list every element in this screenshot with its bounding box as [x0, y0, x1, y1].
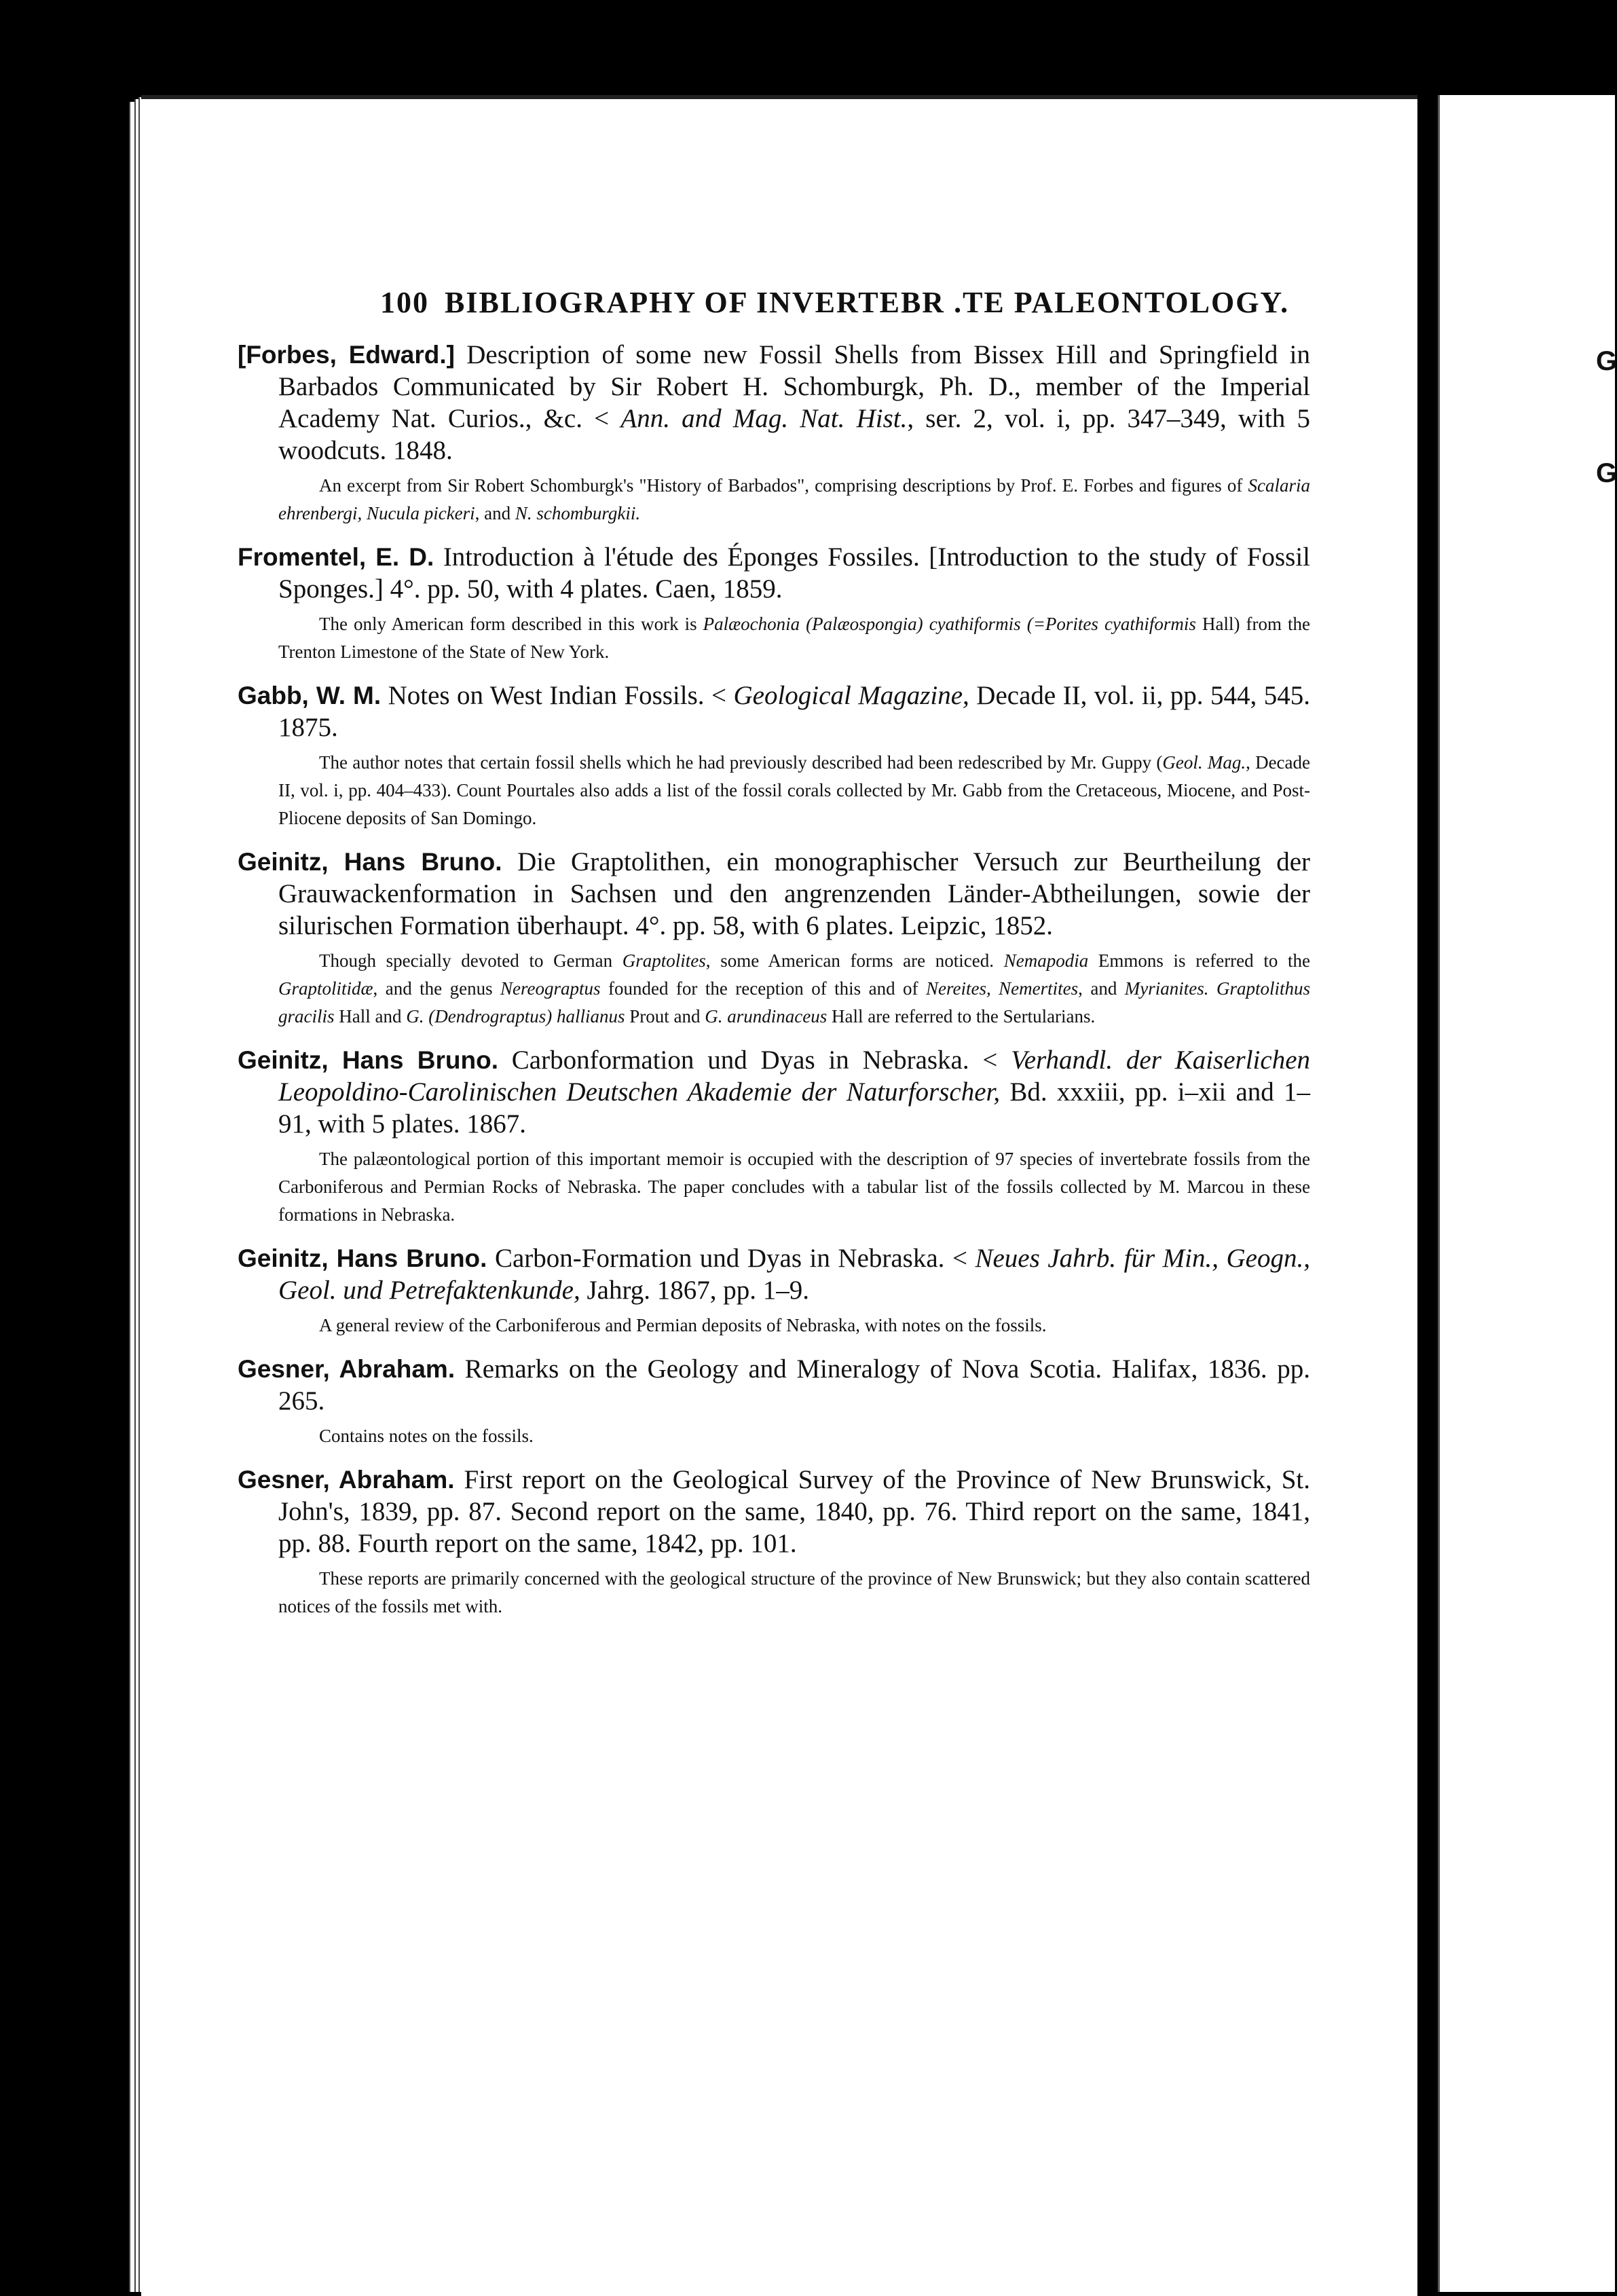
entry-note	[238, 610, 1310, 666]
note-text: These reports are primarily concerned with the geological structure of the province of New Brunswick; but they also contain scattered notices of the fossils met with.	[278, 1568, 1310, 1616]
note-text: A general review of the Carboniferous and Permian deposits of Nebraska, with notes on the fossils.	[319, 1315, 1047, 1335]
facing-page-edge	[1438, 95, 1615, 2292]
page-number: 100	[380, 286, 429, 319]
entry-citation	[238, 541, 1310, 605]
note-text: Emmons is referred to the	[1088, 950, 1310, 971]
running-head	[380, 285, 1310, 320]
note-text: Prout and	[625, 1006, 705, 1026]
entry-citation	[238, 680, 1310, 743]
note-italic: Scalaria ehrenbergi, Nucula pickeri	[278, 475, 1310, 523]
entry-citation	[238, 1044, 1310, 1140]
note-text: Contains notes on the fossils.	[319, 1426, 534, 1446]
facing-page-letter: G	[1596, 458, 1617, 488]
entry-author: Geinitz, Hans Bruno.	[238, 1244, 487, 1272]
note-text: Hall are referred to the Sertularians.	[827, 1006, 1096, 1026]
note-text: founded for the reception of this and of	[600, 978, 926, 999]
page-content	[238, 285, 1310, 1634]
citation-journal: Verhandl. der Kaiserlichen Leopoldino-Carolinischen Deutschen Akademie der Naturforscher,	[278, 1045, 1311, 1107]
entry-note	[238, 1312, 1310, 1339]
entry-author: Fromentel, E. D.	[238, 543, 434, 571]
entry-author: Gabb, W. M.	[238, 682, 382, 709]
note-text: , and	[475, 503, 515, 523]
note-italic: Geol. Mag.	[1162, 752, 1246, 773]
note-italic: Nereograptus	[500, 978, 601, 999]
entry-author: [Forbes, Edward.]	[238, 341, 455, 369]
note-italic: Graptolites	[622, 950, 706, 971]
note-italic: Palæochonia (Palæospongia) cyathiformis (=Porites cyathiformis	[703, 614, 1196, 634]
citation-journal: Neues Jahrb. für Min., Geogn., Geol. und Petrefaktenkunde,	[278, 1244, 1310, 1305]
entry-author: Gesner, Abraham.	[238, 1466, 455, 1494]
bibliography-entry	[238, 1353, 1310, 1450]
note-text: The palæontological portion of this important memoir is occupied with the description of 97 species of invertebrate fossils from the Carboniferous and Permian Rocks of Nebraska. The paper concludes with a tabular list of the fossils collected by M. Marcou in these formations in Nebraska.	[278, 1149, 1310, 1225]
citation-text: Jahrg. 1867, pp. 1–9.	[580, 1276, 810, 1305]
entry-note	[238, 1565, 1310, 1621]
entry-author: Geinitz, Hans Bruno.	[238, 1046, 498, 1074]
note-italic: Nereites, Nemertites	[925, 978, 1079, 999]
citation-text: First report on the Geological Survey of the Province of New Brunswick, St. John's, 1839, pp. 87. Second report on the same, 1840, pp. 76. Third report on the same, 1841, pp. 88. Fourth report on the same, 1842, pp. 101.	[278, 1465, 1310, 1558]
entry-note	[238, 947, 1310, 1031]
citation-text: Description of some new Fossil Shells from Bissex Hill and Springfield in Barbados Communicated by Sir Robert H. Schomburgk, Ph. D., member of the Imperial Academy Nat. Curios., &c. <	[278, 340, 1310, 433]
entry-citation	[238, 846, 1310, 942]
note-text: Though specially devoted to German	[319, 950, 622, 971]
note-italic: G. arundinaceus	[705, 1006, 828, 1026]
bibliography-entry	[238, 541, 1310, 666]
note-italic: Nemapodia	[1003, 950, 1089, 971]
citation-journal: Ann. and Mag. Nat. Hist.	[620, 404, 908, 433]
citation-text: Remarks on the Geology and Mineralogy of Nova Scotia. Halifax, 1836. pp. 265.	[278, 1354, 1310, 1415]
citation-text: Decade II, vol. ii, pp. 544, 545. 1875.	[278, 681, 1310, 742]
note-text: The only American form described in this work is	[319, 614, 703, 634]
entry-note	[238, 1145, 1310, 1229]
entry-author: Gesner, Abraham.	[238, 1355, 456, 1383]
citation-text: Notes on West Indian Fossils. <	[381, 681, 734, 710]
bibliography-entry	[238, 1044, 1310, 1229]
note-text: Hall) from the Trenton Limestone of the State of New York.	[278, 614, 1310, 662]
note-text: The author notes that certain fossil shells which he had previously described had been redescribed by Mr. Guppy (	[319, 752, 1163, 773]
note-italic: G. (Dendrograptus) hallianus	[406, 1006, 625, 1026]
citation-text: Die Graptolithen, ein monographischer Versuch zur Beurtheilung der Grauwackenformation in Sachsen und den angrenzenden Länder-Abtheilungen, sowie der silurischen Formation überhaupt. 4°. pp. 58, with 6 plates. Leipzic, 1852.	[278, 847, 1310, 940]
citation-text: Carbon-Formation und Dyas in Nebraska. <	[487, 1244, 975, 1273]
citation-text: , ser. 2, vol. i, pp. 347–349, with 5 woodcuts. 1848.	[278, 404, 1310, 465]
entry-citation	[238, 1353, 1310, 1417]
note-text: , and the genus	[373, 978, 501, 999]
bibliography-entry	[238, 680, 1310, 832]
entry-citation	[238, 339, 1310, 466]
bibliography-entry	[238, 339, 1310, 527]
note-text: , Decade II, vol. i, pp. 404–433). Count Pourtales also adds a list of the fossil corals collected by Mr. Gabb from the Cretaceous, Miocene, and Post-Pliocene deposits of San Domingo.	[278, 752, 1311, 828]
entry-citation	[238, 1464, 1310, 1559]
citation-text: Carbonformation und Dyas in Nebraska. <	[498, 1045, 1011, 1075]
facing-page-letter: G	[1596, 346, 1617, 376]
entry-note	[238, 749, 1310, 832]
citation-text: Bd. xxxiii, pp. i–xii and 1–91, with 5 plates. 1867.	[278, 1077, 1310, 1138]
entry-author: Geinitz, Hans Bruno.	[238, 848, 502, 876]
note-italic: Graptolitidæ	[278, 978, 373, 999]
note-italic: Myrianites. Graptolithus gracilis	[278, 978, 1310, 1026]
note-text: , and	[1078, 978, 1125, 999]
note-italic: N. schomburgkii.	[515, 503, 641, 523]
citation-text: Introduction à l'étude des Éponges Fossiles. [Introduction to the study of Fossil Sponges.] 4°. pp. 50, with 4 plates. Caen, 1859.	[278, 542, 1310, 604]
note-text: An excerpt from Sir Robert Schomburgk's "History of Barbados", comprising descriptions by Prof. E. Forbes and figures of	[319, 475, 1248, 496]
note-text: , some American forms are noticed.	[705, 950, 1004, 971]
running-title: BIBLIOGRAPHY OF INVERTEBR .TE PALEONTOLOGY.	[445, 286, 1290, 319]
bibliography-entry	[238, 1464, 1310, 1621]
entry-note	[238, 472, 1310, 527]
bibliography-entry	[238, 846, 1310, 1031]
note-text: Hall and	[334, 1006, 407, 1026]
entry-note	[238, 1422, 1310, 1450]
bibliography-entry	[238, 1242, 1310, 1339]
entry-citation	[238, 1242, 1310, 1306]
citation-journal: Geological Magazine,	[733, 681, 969, 710]
